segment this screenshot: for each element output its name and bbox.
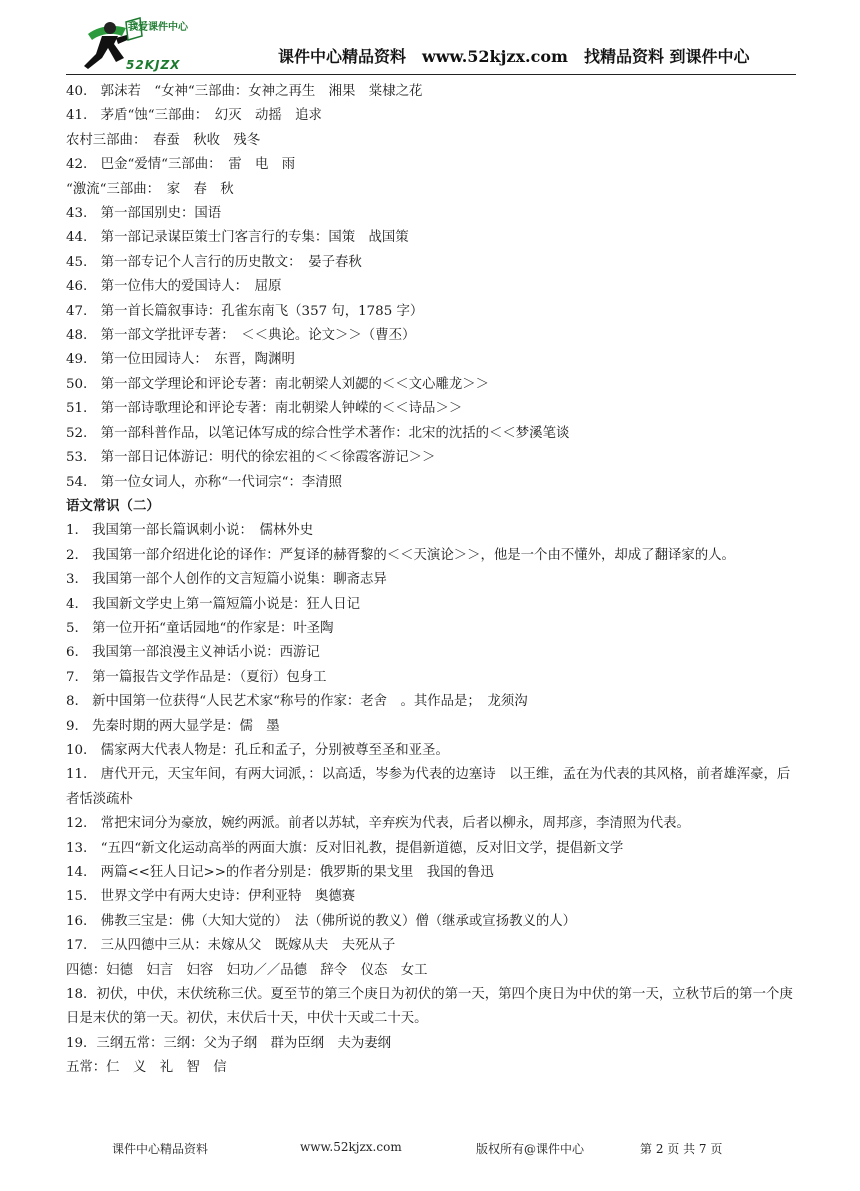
list-item: 2. 我国第一部介绍进化论的译作：严复译的赫胥黎的＜＜天演论＞＞，他是一个由不懂外，却成了翻译家的人。 (66, 547, 735, 563)
page-header (66, 14, 796, 75)
list-item: 11. 唐代开元，天宝年间，有两大词派，：以高适，岑参为代表的边塞诗 以王维，孟在为代表的其风格，前者雄浑豪，后者恬淡疏朴 (66, 767, 791, 807)
list-item: 13. “五四“新文化运动高举的两面大旗：反对旧礼教，提倡新道德，反对旧文学，提倡新文学 (66, 840, 624, 856)
list-item: 四德：妇德 妇言 妇容 妇功／／品德 辞令 仪态 女工 (66, 962, 428, 978)
list-item: 6. 我国第一部浪漫主义神话小说：西游记 (66, 645, 320, 661)
section-heading: 语文常识（二） (66, 498, 160, 514)
logo-chinese-text: 我爱课件中心 (128, 22, 188, 33)
list-item: 14. 两篇<<狂人日记>>的作者分别是：俄罗斯的果戈里 我国的鲁迅 (66, 865, 494, 880)
list-item: 9. 先秦时期的两大显学是：儒 墨 (66, 718, 280, 734)
list-item: 52. 第一部科普作品，以笔记体写成的综合性学术著作：北宋的沈括的＜＜梦溪笔谈 (66, 425, 570, 441)
list-item: 农村三部曲： 春蚕 秋收 残冬 (66, 132, 261, 148)
list-item: 53. 第一部日记体游记：明代的徐宏祖的＜＜徐霞客游记＞＞ (66, 450, 436, 466)
list-item: 16. 佛教三宝是：佛（大知大觉的） 法（佛所说的教义）僧（继承或宣扬教义的人） (66, 913, 577, 929)
list-item: 41. 茅盾“蚀“三部曲： 幻灭 动摇 追求 (66, 108, 322, 124)
list-item: 50. 第一部文学理论和评论专著：南北朝梁人刘勰的＜＜文心雕龙＞＞ (66, 376, 490, 392)
list-item: 44. 第一部记录谋臣策士门客言行的专集：国策 战国策 (66, 230, 409, 246)
list-item: “激流“三部曲： 家 春 秋 (66, 181, 234, 197)
logo-latin-text: 52KJZX (126, 58, 181, 72)
list-item: 43. 第一部国别史：国语 (66, 206, 222, 222)
site-logo (66, 14, 216, 74)
list-item: 15. 世界文学中有两大史诗：伊利亚特 奥德赛 (66, 889, 356, 905)
footer-page-number: 第 2 页 共 7 页 (640, 1142, 723, 1156)
header-title: 课件中心精品资料 www.52kjzx.com 找精品资料 到课件中心 (278, 47, 750, 66)
list-item: 五常：仁 义 礼 智 信 (66, 1060, 227, 1076)
list-item: 8. 新中国第一位获得“人民艺术家“称号的作家：老舍 。其作品是； 龙须沟 (66, 694, 528, 710)
footer-copyright: 版权所有@课件中心 (476, 1142, 585, 1156)
list-item: 1. 我国第一部长篇讽刺小说： 儒林外史 (66, 523, 314, 539)
page-footer (0, 1140, 860, 1162)
list-item: 3. 我国第一部个人创作的文言短篇小说集：聊斋志异 (66, 572, 387, 588)
list-item: 54. 第一位女词人，亦称“一代词宗“：李清照 (66, 474, 343, 490)
list-item: 18．初伏，中伏，末伏统称三伏。夏至节的第三个庚日为初伏的第一天，第四个庚日为中伏的第一天，立秋节后的第一个庚日是末伏的第一天。初伏，末伏后十天，中伏十天或二十天。 (66, 987, 793, 1027)
list-item: 17. 三从四德中三从：未嫁从父 既嫁从夫 夫死从子 (66, 938, 396, 954)
list-item: 5. 第一位开拓“童话园地“的作家是：叶圣陶 (66, 620, 334, 636)
list-item: 19．三纲五常：三纲：父为子纲 群为臣纲 夫为妻纲 (66, 1035, 392, 1051)
list-item: 49. 第一位田园诗人： 东晋，陶渊明 (66, 352, 295, 368)
footer-url: www.52kjzx.com (300, 1140, 402, 1154)
list-item: 40. 郭沫若 “女神“三部曲：女神之再生 湘果 棠棣之花 (66, 84, 423, 99)
list-item: 45. 第一部专记个人言行的历史散文： 晏子春秋 (66, 254, 362, 270)
list-item: 7. 第一篇报告文学作品是：（夏衍）包身工 (66, 669, 327, 685)
list-item: 4. 我国新文学史上第一篇短篇小说是：狂人日记 (66, 596, 360, 612)
list-item: 10. 儒家两大代表人物是：孔丘和孟子，分别被尊至圣和亚圣。 (66, 742, 449, 758)
list-item: 42. 巴金“爱情“三部曲： 雷 电 雨 (66, 157, 296, 173)
list-item: 48. 第一部文学批评专著： ＜＜典论。论文＞＞（曹丕） (66, 328, 416, 344)
list-item: 51. 第一部诗歌理论和评论专著：南北朝梁人钟嵘的＜＜诗品＞＞ (66, 401, 463, 417)
list-item: 46. 第一位伟大的爱国诗人： 屈原 (66, 279, 282, 295)
footer-site-name: 课件中心精品资料 (112, 1142, 209, 1156)
list-item: 47. 第一首长篇叙事诗：孔雀东南飞（357 句，1785 字） (66, 303, 424, 319)
list-item: 12. 常把宋词分为豪放，婉约两派。前者以苏轼，辛弃疾为代表，后者以柳永，周邦彦，李清照为代表。 (66, 816, 690, 832)
document-body (66, 80, 798, 1081)
